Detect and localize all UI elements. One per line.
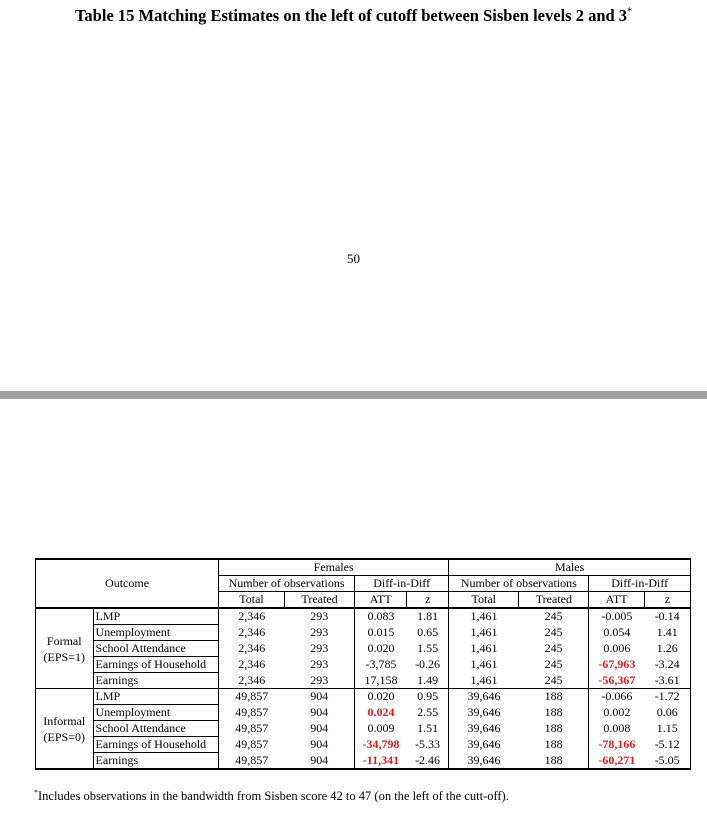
cell-m-att-significant: -78,166 [598,737,636,751]
cell-f-total: 2,346 [219,608,285,625]
cell-f-z: 1.49 [407,673,449,689]
cell-m-z: -3.61 [644,673,690,689]
cell-f-att: 0.009 [367,721,395,735]
cell-f-z: 1.51 [407,721,449,737]
cell-f-att: 0.015 [367,625,395,639]
cell-m-total: 39,646 [449,689,519,705]
females-treated-header: Treated [284,592,354,609]
cell-f-z: -2.46 [407,753,449,770]
males-header: Males [449,559,691,576]
cell-m-total: 1,461 [470,641,498,655]
cell-f-total: 49,857 [219,753,285,770]
cell-m-total: 39,646 [467,737,501,751]
cell-m-z: -0.14 [644,608,690,625]
females-num-obs-header: Number of observations [219,576,355,592]
cell-f-z: -0.26 [407,657,449,673]
cell-f-att: -3,785 [365,657,397,671]
cell-f-att-significant: 0.024 [367,705,395,719]
cell-m-total: 1,461 [470,625,498,639]
females-total-header: Total [219,592,285,609]
group-label-formal: Formal (EPS=1) [36,608,94,689]
cell-f-total: 49,857 [235,705,269,719]
cell-f-total: 49,857 [235,721,269,735]
outcome-label: Earnings of Household [93,737,219,753]
males-did-header: Diff-in-Diff [589,576,691,592]
page-break-divider [0,391,707,399]
page-number: 50 [347,251,360,266]
cell-f-z: 2.55 [407,705,449,721]
cell-f-treated: 904 [284,705,354,721]
cell-m-z: -1.72 [644,689,690,705]
cell-f-treated: 904 [284,689,354,705]
cell-f-att: 0.020 [355,689,407,705]
cell-m-att: 0.008 [603,721,631,735]
cell-f-treated: 293 [284,641,354,657]
cell-m-z: 0.06 [644,705,690,721]
outcome-header: Outcome [36,559,219,608]
cell-m-z: -5.05 [644,753,690,770]
cell-m-att-significant: -56,367 [598,672,636,687]
cell-f-att-significant: -11,341 [355,753,407,770]
cell-f-att: 17,158 [364,672,398,687]
outcome-label: Unemployment [93,625,219,641]
cell-f-att: 0.020 [367,641,395,655]
group-label-informal: Informal (EPS=0) [36,689,94,770]
females-did-header: Diff-in-Diff [355,576,449,592]
cell-m-att-significant: -67,963 [598,657,636,671]
title-footnote-marker: * [627,6,633,18]
cell-f-total: 2,346 [238,672,266,687]
females-att-header: ATT [355,592,407,609]
cell-m-att-significant: -60,271 [589,753,644,770]
females-header: Females [219,559,449,576]
cell-m-treated: 245 [519,625,589,641]
cell-f-att-significant: -34,798 [362,737,400,751]
table-footnote: *Includes observations in the bandwidth from Sisben score 42 to 47 (on the left of the cutt-off). [34,788,509,804]
cell-f-treated: 293 [284,673,354,689]
cell-m-treated: 188 [519,721,589,737]
cell-f-treated: 904 [284,721,354,737]
cell-m-total: 39,646 [467,721,501,735]
outcome-label: School Attendance [93,641,219,657]
cell-m-total: 39,646 [449,753,519,770]
outcome-label: School Attendance [93,721,219,737]
cell-f-treated: 904 [284,737,354,753]
cell-m-att: 0.054 [603,625,631,639]
cell-f-treated: 293 [284,657,354,673]
cell-f-z: 0.95 [407,689,449,705]
outcome-label: LMP [93,608,219,625]
cell-m-treated: 188 [519,753,589,770]
cell-m-treated: 245 [519,641,589,657]
cell-m-z: 1.26 [644,641,690,657]
outcome-label: Earnings [93,673,219,689]
cell-m-treated: 245 [519,657,589,673]
cell-m-treated: 188 [519,689,589,705]
outcome-label: Unemployment [93,705,219,721]
males-treated-header: Treated [519,592,589,609]
outcome-label: Earnings of Household [93,657,219,673]
footnote-marker: * [34,788,38,797]
cell-f-treated: 904 [284,753,354,770]
cell-f-z: 0.65 [407,625,449,641]
cell-f-att: 0.083 [355,608,407,625]
cell-f-total: 49,857 [219,689,285,705]
cell-f-z: 1.55 [407,641,449,657]
cell-m-treated: 188 [519,737,589,753]
cell-m-z: -3.24 [644,657,690,673]
cell-m-z: -5.12 [644,737,690,753]
table-title: Table 15 Matching Estimates on the left of cutoff between Sisben levels 2 and 3* [74,6,633,25]
females-z-header: z [407,592,449,609]
cell-f-treated: 293 [284,608,354,625]
cell-m-treated: 245 [519,608,589,625]
cell-f-total: 49,857 [235,737,269,751]
males-num-obs-header: Number of observations [449,576,589,592]
cell-m-att: 0.006 [603,641,631,655]
cell-f-treated: 293 [284,625,354,641]
outcome-label: Earnings [93,753,219,770]
cell-f-z: -5.33 [407,737,449,753]
cell-f-total: 2,346 [238,641,266,655]
cell-m-total: 1,461 [449,608,519,625]
cell-m-total: 1,461 [470,672,498,687]
cell-m-total: 1,461 [470,657,498,671]
cell-f-total: 2,346 [238,657,266,671]
males-total-header: Total [449,592,519,609]
cell-m-att: -0.005 [589,608,644,625]
cell-m-z: 1.41 [644,625,690,641]
cell-f-total: 2,346 [238,625,266,639]
cell-f-z: 1.81 [407,608,449,625]
cell-m-z: 1.15 [644,721,690,737]
outcome-label: LMP [93,689,219,705]
cell-m-att: 0.002 [603,705,631,719]
cell-m-att: -0.066 [589,689,644,705]
males-att-header: ATT [589,592,644,609]
males-z-header: z [644,592,690,609]
matching-estimates-table [35,558,691,770]
cell-m-treated: 188 [519,705,589,721]
cell-m-total: 39,646 [467,705,501,719]
cell-m-treated: 245 [519,673,589,689]
